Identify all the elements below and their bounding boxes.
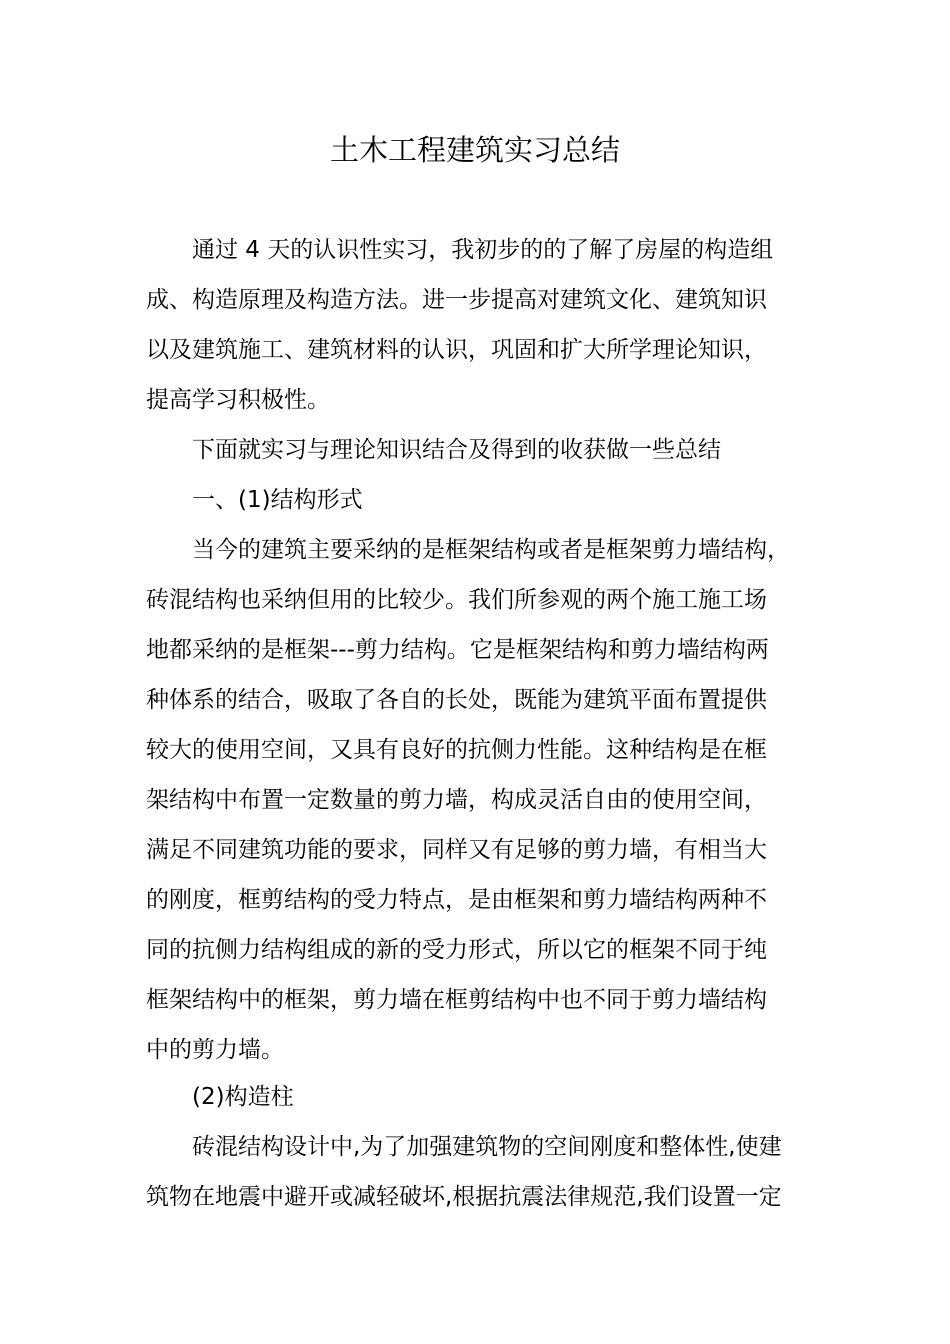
text-line: 架结构中布置一定数量的剪力墙，构成灵活自由的使用空间， [146,787,767,813]
text-line: 当今的建筑主要采纳的是框架结构或者是框架剪力墙结构， [192,537,790,563]
text-line: 下面就实习与理论知识结合及得到的收获做一些总结 [192,437,721,463]
text-line: 较大的使用空间，又具有良好的抗侧力性能。这种结构是在框 [146,737,767,763]
text-line: 框架结构中的框架，剪力墙在框剪结构中也不同于剪力墙结构 [146,987,767,1013]
document-title: 土木工程建筑实习总结 [329,133,620,167]
text-line: 砖混结构也采纳但用的比较少。我们所参观的两个施工施工场 [146,587,767,613]
text-line: 满足不同建筑功能的要求，同样又有足够的剪力墙，有相当大 [146,837,767,863]
text-line: 种体系的结合，吸取了各自的长处，既能为建筑平面布置提供 [146,687,767,713]
text-line: 以及建筑施工、建筑材料的认识，巩固和扩大所学理论知识， [146,337,767,363]
text-line: 砖混结构设计中,为了加强建筑物的空间刚度和整体性,使建 [192,1134,782,1160]
text-line: 筑物在地震中避开或减轻破坏,根据抗震法律规范,我们设置一定 [146,1184,782,1210]
text-line: 提高学习积极性。 [146,387,330,413]
text-line: 地都采纳的是框架---剪力结构。它是框架结构和剪力墙结构两 [146,637,769,663]
text-line: 中的剪力墙。 [146,1037,284,1063]
text-line: 成、构造原理及构造方法。进一步提高对建筑文化、建筑知识 [146,287,767,313]
section-heading: (2)构造柱 [192,1084,294,1110]
text-line: 的刚度，框剪结构的受力特点，是由框架和剪力墙结构两种不 [146,887,767,913]
text-line: 通过 4 天的认识性实习，我初步的的了解了房屋的构造组 [192,237,774,263]
section-heading: 一、(1)结构形式 [192,487,363,513]
text-line: 同的抗侧力结构组成的新的受力形式，所以它的框架不同于纯 [146,937,767,963]
